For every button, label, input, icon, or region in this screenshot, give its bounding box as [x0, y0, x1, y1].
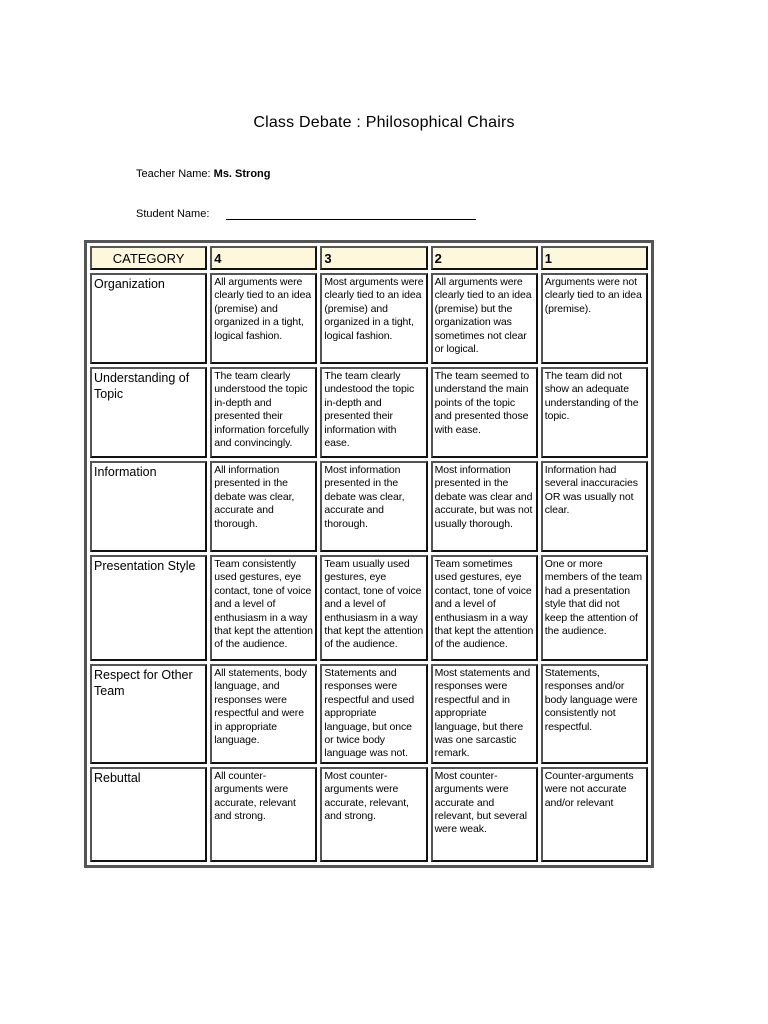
level-1-description: Statements, responses and/or body language were consistently not respectful. — [541, 664, 648, 764]
header-level-2: 2 — [431, 246, 538, 270]
level-2-description: Most counter-arguments were accurate and relevant, but several were weak. — [431, 767, 538, 862]
category-label: Understanding of Topic — [90, 367, 207, 458]
header-level-1: 1 — [541, 246, 648, 270]
rubric-row-understanding-of-topic — [90, 367, 648, 458]
category-label: Presentation Style — [90, 555, 207, 661]
level-3-description: Most information presented in the debate was clear, accurate and thorough. — [320, 461, 427, 552]
level-1-description: Arguments were not clearly tied to an idea (premise). — [541, 273, 648, 364]
level-3-description: Most arguments were clearly tied to an idea (premise) and organized in a tight, logical fashion. — [320, 273, 427, 364]
header-level-4: 4 — [210, 246, 317, 270]
header-level-3: 3 — [320, 246, 427, 270]
level-2-description: Team sometimes used gestures, eye contact, tone of voice and a level of enthusiasm in a way that kept the attention of the audience. — [431, 555, 538, 661]
teacher-name-label: Teacher Name: — [136, 168, 211, 180]
level-4-description: Team consistently used gestures, eye contact, tone of voice and a level of enthusiasm in a way that kept the attention of the audience. — [210, 555, 317, 661]
level-1-description: Information had several inaccuracies OR was usually not clear. — [541, 461, 648, 552]
level-4-description: All arguments were clearly tied to an idea (premise) and organized in a tight, logical fashion. — [210, 273, 317, 364]
level-3-description: Team usually used gestures, eye contact, tone of voice and a level of enthusiasm in a way that kept the attention of the audience. — [320, 555, 427, 661]
category-label: Organization — [90, 273, 207, 364]
level-3-description: The team clearly undestood the topic in-depth and presented their information with ease. — [320, 367, 427, 458]
student-name-label: Student Name: — [136, 208, 210, 220]
teacher-name-value: Ms. Strong — [213, 168, 271, 180]
category-label: Rebuttal — [90, 767, 207, 862]
level-2-description: All arguments were clearly tied to an idea (premise) but the organization was sometimes not clear or logical. — [431, 273, 538, 364]
level-2-description: Most information presented in the debate was clear and accurate, but was not usually thorough. — [431, 461, 538, 552]
document-title: Class Debate : Philosophical Chairs — [253, 114, 515, 131]
level-4-description: All statements, body language, and responses were respectful and were in appropriate language. — [210, 664, 317, 764]
category-label: Information — [90, 461, 207, 552]
level-4-description: The team clearly understood the topic in-depth and presented their information forcefully and convincingly. — [210, 367, 317, 458]
rubric-table — [87, 243, 651, 865]
rubric-header-row — [90, 246, 648, 270]
level-2-description: Most statements and responses were respectful and in appropriate language, but there was one sarcastic remark. — [431, 664, 538, 764]
rubric-row-organization — [90, 273, 648, 364]
level-1-description: Counter-arguments were not accurate and/or relevant — [541, 767, 648, 862]
level-1-description: One or more members of the team had a presentation style that did not keep the attention of the audience. — [541, 555, 648, 661]
level-1-description: The team did not show an adequate understanding of the topic. — [541, 367, 648, 458]
level-4-description: All counter-arguments were accurate, relevant and strong. — [210, 767, 317, 862]
student-name-blank-line — [226, 209, 476, 220]
level-2-description: The team seemed to understand the main points of the topic and presented those with ease. — [431, 367, 538, 458]
rubric-row-rebuttal — [90, 767, 648, 862]
category-label: Respect for Other Team — [90, 664, 207, 764]
level-4-description: All information presented in the debate was clear, accurate and thorough. — [210, 461, 317, 552]
rubric-row-information — [90, 461, 648, 552]
student-name-field — [136, 208, 476, 220]
level-3-description: Most counter-arguments were accurate, relevant, and strong. — [320, 767, 427, 862]
rubric-table-frame — [84, 240, 654, 868]
header-category: CATEGORY — [90, 246, 207, 270]
rubric-row-respect-for-other-team — [90, 664, 648, 764]
teacher-name-field — [136, 168, 271, 180]
level-3-description: Statements and responses were respectful and used appropriate language, but once or twice body language was not. — [320, 664, 427, 764]
rubric-row-presentation-style — [90, 555, 648, 661]
